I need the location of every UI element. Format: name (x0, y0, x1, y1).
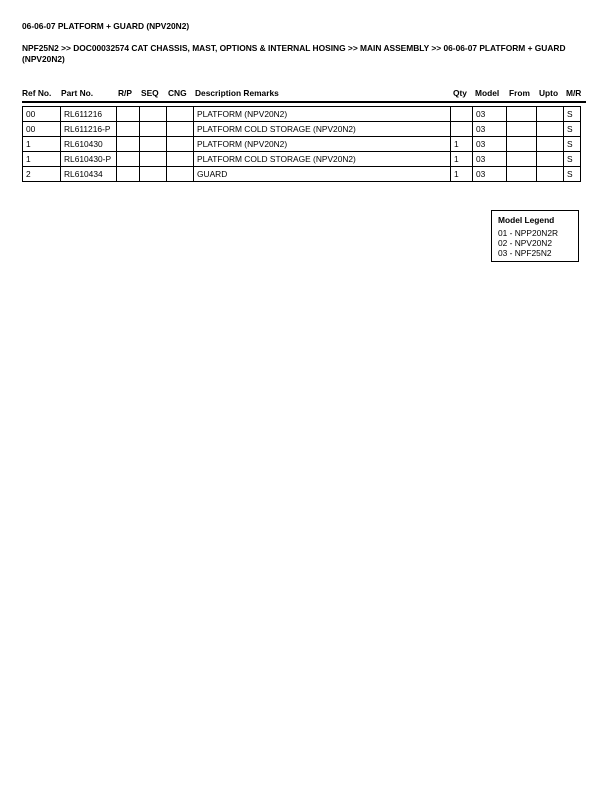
model-cell: 03 (473, 137, 507, 152)
qty-cell (451, 107, 473, 122)
seq-cell (140, 122, 167, 137)
model-legend (491, 210, 579, 262)
upto-cell (537, 137, 564, 152)
description-cell: PLATFORM (NPV20N2) (194, 107, 451, 122)
from-cell (507, 152, 537, 167)
col-header-seq: SEQ (141, 88, 159, 98)
qty-cell: 1 (451, 167, 473, 182)
col-header-upto: Upto (539, 88, 559, 98)
col-header-from: From (509, 88, 530, 98)
part-no-cell: RL611216-P (61, 122, 117, 137)
col-header-rp: R/P (118, 88, 132, 98)
mr-cell: S (564, 152, 581, 167)
from-cell (507, 122, 537, 137)
rp-cell (117, 122, 140, 137)
from-cell (507, 137, 537, 152)
part-no-cell: RL610430-P (61, 152, 117, 167)
col-header-qty: Qty (453, 88, 467, 98)
mr-cell: S (564, 167, 581, 182)
model-cell: 03 (473, 167, 507, 182)
qty-cell: 1 (451, 152, 473, 167)
part-no-cell: RL610434 (61, 167, 117, 182)
model-legend-title: Model Legend (498, 215, 555, 225)
col-header-description: Description Remarks (195, 88, 279, 98)
table-row (23, 137, 581, 152)
col-header-mr: M/R (566, 88, 582, 98)
col-header-model: Model (475, 88, 500, 98)
col-header-ref-no: Ref No. (22, 88, 52, 98)
seq-cell (140, 152, 167, 167)
cng-cell (167, 122, 194, 137)
ref-no-cell: 00 (23, 107, 61, 122)
rp-cell (117, 152, 140, 167)
part-no-cell: RL610430 (61, 137, 117, 152)
description-cell: GUARD (194, 167, 451, 182)
upto-cell (537, 107, 564, 122)
rp-cell (117, 107, 140, 122)
model-legend-item: 02 - NPV20N2 (498, 238, 552, 248)
description-cell: PLATFORM (NPV20N2) (194, 137, 451, 152)
model-cell: 03 (473, 107, 507, 122)
part-no-cell: RL611216 (61, 107, 117, 122)
upto-cell (537, 122, 564, 137)
description-cell: PLATFORM COLD STORAGE (NPV20N2) (194, 122, 451, 137)
seq-cell (140, 167, 167, 182)
ref-no-cell: 2 (23, 167, 61, 182)
mr-cell: S (564, 107, 581, 122)
ref-no-cell: 1 (23, 152, 61, 167)
seq-cell (140, 107, 167, 122)
table-row (23, 107, 581, 122)
table-row (23, 122, 581, 137)
mr-cell: S (564, 137, 581, 152)
parts-table (22, 106, 581, 182)
ref-no-cell: 1 (23, 137, 61, 152)
cng-cell (167, 107, 194, 122)
rp-cell (117, 137, 140, 152)
model-cell: 03 (473, 152, 507, 167)
table-row (23, 152, 581, 167)
description-cell: PLATFORM COLD STORAGE (NPV20N2) (194, 152, 451, 167)
model-cell: 03 (473, 122, 507, 137)
rp-cell (117, 167, 140, 182)
qty-cell: 1 (451, 137, 473, 152)
cng-cell (167, 167, 194, 182)
seq-cell (140, 137, 167, 152)
cng-cell (167, 137, 194, 152)
breadcrumb: NPF25N2 >> DOC00032574 CAT CHASSIS, MAST, OPTIONS & INTERNAL HOSING >> MAIN ASSEMBLY >> 06-06-07 PLATFORM + GUARD (NPV20N2) (22, 43, 566, 64)
page-title: 06-06-07 PLATFORM + GUARD (NPV20N2) (22, 21, 190, 31)
table-row (23, 167, 581, 182)
model-legend-item: 03 - NPF25N2 (498, 248, 552, 258)
col-header-part-no: Part No. (61, 88, 94, 98)
col-header-cng: CNG (168, 88, 187, 98)
model-legend-item: 01 - NPP20N2R (498, 228, 559, 238)
header-divider (22, 101, 586, 103)
from-cell (507, 167, 537, 182)
cng-cell (167, 152, 194, 167)
upto-cell (537, 152, 564, 167)
ref-no-cell: 00 (23, 122, 61, 137)
upto-cell (537, 167, 564, 182)
parts-table-body (23, 107, 581, 182)
from-cell (507, 107, 537, 122)
mr-cell: S (564, 122, 581, 137)
qty-cell (451, 122, 473, 137)
